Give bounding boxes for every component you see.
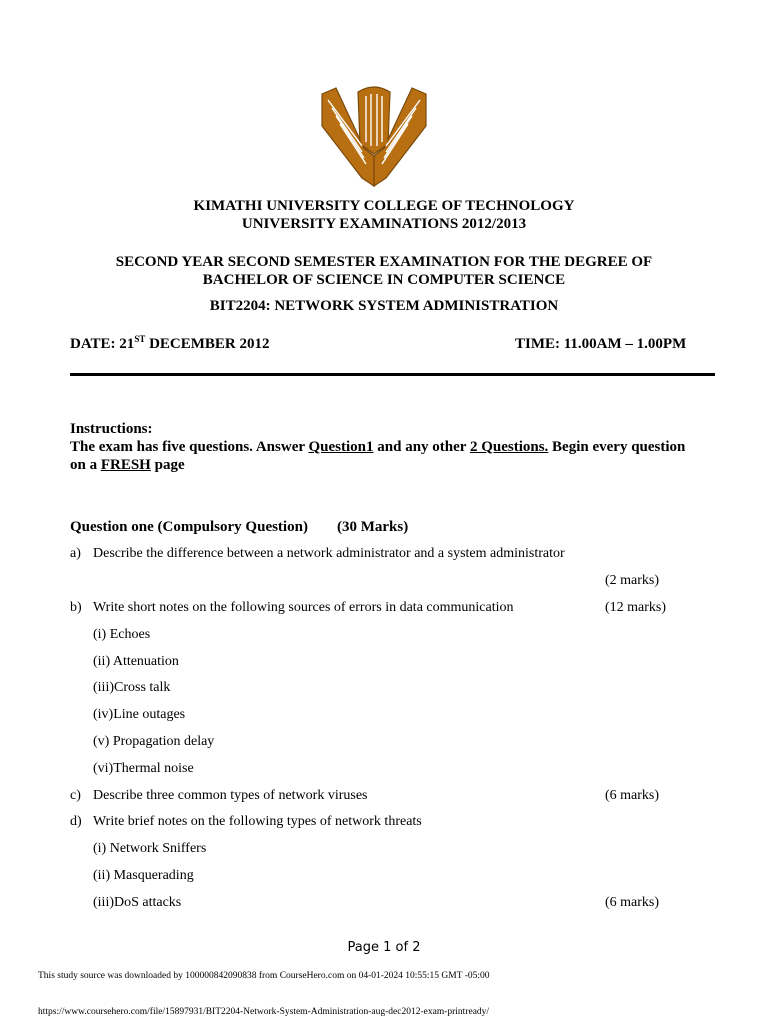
course-title: BIT2204: NETWORK SYSTEM ADMINISTRATION — [209, 298, 559, 314]
list-item: (iii)Cross talk — [93, 680, 171, 695]
question-one-marks: (30 Marks) — [337, 519, 409, 535]
exam-time: TIME: 11.00AM – 1.00PM — [515, 336, 687, 352]
question-text-d: Write brief notes on the following types of network threats — [93, 814, 422, 829]
list-item: (ii) Attenuation — [93, 654, 179, 669]
horizontal-divider — [70, 373, 715, 376]
university-logo — [318, 86, 430, 188]
list-item: (i) Network Sniffers — [93, 841, 207, 856]
list-item: (ii) Masquerading — [93, 868, 194, 883]
question-label-b: b) — [70, 600, 82, 615]
question-label-a: a) — [70, 546, 81, 561]
question-marks-a: (2 marks) — [605, 573, 660, 588]
question-one-title: Question one (Compulsory Question) — [70, 519, 308, 535]
instructions-line2: on a FRESH page — [70, 457, 185, 473]
question-label-d: d) — [70, 814, 82, 829]
exam-title-line2: BACHELOR OF SCIENCE IN COMPUTER SCIENCE — [202, 272, 566, 288]
question-text-a: Describe the difference between a network administrator and a system administrator — [93, 546, 565, 561]
question-text-c: Describe three common types of network viruses — [93, 788, 368, 803]
exam-title-line1: SECOND YEAR SECOND SEMESTER EXAMINATION FOR THE DEGREE OF — [115, 254, 653, 270]
question-marks-d: (6 marks) — [605, 895, 660, 910]
list-item: (iii)DoS attacks — [93, 895, 182, 910]
list-item: (vi)Thermal noise — [93, 761, 194, 776]
question-marks-c: (6 marks) — [605, 788, 660, 803]
institution-name: KIMATHI UNIVERSITY COLLEGE OF TECHNOLOGY — [193, 198, 575, 214]
list-item: (iv)Line outages — [93, 707, 186, 722]
instructions-title: Instructions: — [70, 421, 153, 437]
instructions-line1: The exam has five questions. Answer Question1 and any other 2 Questions. Begin every question — [70, 439, 686, 455]
list-item: (i) Echoes — [93, 627, 151, 642]
exam-session: UNIVERSITY EXAMINATIONS 2012/2013 — [241, 216, 527, 232]
question-label-c: c) — [70, 788, 81, 803]
download-note: This study source was downloaded by 100000842090838 from CourseHero.com on 04-01-2024 10:55:15 GMT -05:00 — [38, 971, 490, 981]
source-url[interactable]: https://www.coursehero.com/file/15897931/BIT2204-Network-System-Administration-aug-dec2012-exam-printready/ — [38, 1007, 490, 1017]
page-number: Page 1 of 2 — [347, 940, 421, 955]
exam-date: DATE: 21ST DECEMBER 2012 — [70, 334, 270, 352]
list-item: (v) Propagation delay — [93, 734, 215, 749]
question-marks-b: (12 marks) — [605, 600, 667, 615]
question-text-b: Write short notes on the following sources of errors in data communication — [93, 600, 514, 615]
